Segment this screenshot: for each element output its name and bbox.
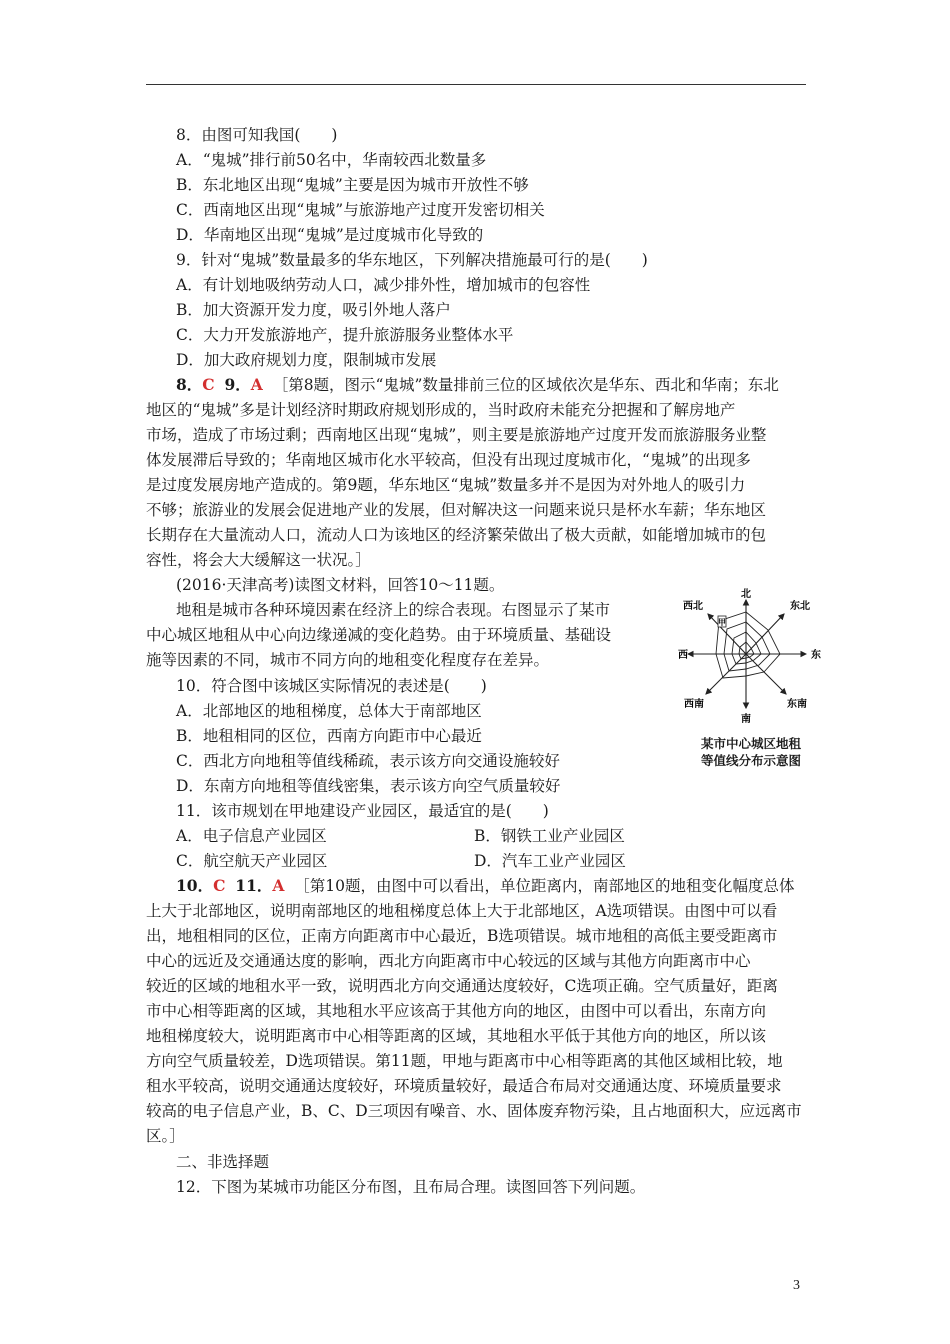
location-jia-label: 甲	[718, 618, 726, 627]
figure-caption-line2: 等值线分布示意图	[700, 753, 801, 768]
answer-8-9-line8: 容性，将会大大缓解这一状况。］	[146, 551, 371, 569]
q11-stem: 11．该市规划在甲地建设产业园区，最适宜的是( )	[176, 802, 549, 820]
q12-stem: 12．下图为某城市功能区分布图，且布局合理。读图回答下列问题。	[176, 1178, 646, 1196]
figure-caption-line1: 某市中心城区地租	[700, 736, 801, 751]
answer-10-11-line3: 出，地租相同的区位，正南方向距离市中心最近，B选项错误。城市地租的高低主要受距离市	[146, 927, 778, 945]
material-text-line1: 地租是城市各种环境因素在经济上的综合表现。右图显示了某市	[176, 601, 611, 619]
answer-8-key: C	[202, 375, 215, 394]
label-southeast: 东南	[787, 699, 807, 710]
q10-option-d: D．东南方向地租等值线密集，表示该方向空气质量较好	[176, 777, 561, 795]
axis-northeast	[746, 614, 784, 654]
label-southwest: 西南	[684, 699, 704, 710]
answer-10-11-line9: 租水平较高，说明交通通达度较好，环境质量较好，最适合布局对交通通达度、环境质量要求	[146, 1077, 782, 1095]
q10-option-a: A．北部地区的地租梯度，总体大于南部地区	[176, 702, 482, 720]
q8-option-d: D．华南地区出现“鬼城”是过度城市化导致的	[176, 226, 484, 244]
q11-option-b: B．钢铁工业产业园区	[474, 827, 625, 845]
answer-8-9-line7: 长期存在大量流动人口，流动人口为该地区的经济繁荣做出了极大贡献，如能增加城市的包	[146, 526, 767, 544]
page-number: 3	[793, 1278, 800, 1293]
q8-option-c: C．西南地区出现“鬼城”与旅游地产过度开发密切相关	[176, 201, 545, 219]
q8-option-b: B．东北地区出现“鬼城”主要是因为城市开放性不够	[176, 176, 529, 194]
q11-option-d: D．汽车工业产业园区	[474, 852, 626, 870]
answer-8-9-line2: 地区的“鬼城”多是计划经济时期政府规划形成的，当时政府未能充分把握和了解房地产	[146, 401, 736, 419]
q10-option-b: B．地租相同的区位，西南方向距市中心最近	[176, 727, 482, 745]
label-northwest: 西北	[683, 601, 703, 612]
answer-10-11-line5: 较近的区域的地租水平一致，说明西北方向交通通达度较好，C选项正确。空气质量好，距离	[146, 977, 778, 995]
land-rent-diagram	[676, 586, 826, 736]
label-west: 西	[678, 650, 688, 661]
answer-10-11-line4: 中心的远近及交通通达度的影响，西北方向距离市中心较远的区域与其他方向距离市中心	[146, 952, 751, 970]
label-north: 北	[741, 589, 751, 600]
isoline-middle-outer	[724, 622, 770, 671]
answer-10-11-line2: 上大于北部地区，说明南部地区的地租梯度总体上大于北部地区，A选项错误。由图中可以看	[146, 902, 778, 920]
answer-9-key: A	[250, 375, 263, 394]
answer-10-key: C	[213, 876, 226, 895]
answer-10-11-line1	[176, 876, 794, 896]
q9-option-b: B．加大资源开发力度，吸引外地人落户	[176, 301, 451, 319]
answer-10-11-line10: 较高的电子信息产业，B、C、D三项因有噪音、水、固体废弃物污染，且占地面积大，应远离市	[146, 1102, 802, 1120]
answer-11-key: A	[272, 876, 285, 895]
answer-10-11-text: ［第10题，由图中可以看出，单位距离内，南部地区的地租变化幅度总体	[294, 877, 795, 895]
header-rule	[146, 84, 806, 85]
q8-option-a: A．“鬼城”排行前50名中，华南较西北数量多	[176, 151, 487, 169]
answer-10-11-line6: 市中心相等距离的区域，其地租水平应该高于其他方向的地区，由图中可以看出，东南方向	[146, 1002, 767, 1020]
answer-10-11-line11: 区。］	[146, 1127, 185, 1145]
answer-8-9-line4: 体发展滞后导致的；华南地区城市化水平较高，但没有出现过度城市化，“鬼城”的出现多	[146, 451, 751, 469]
section-heading-non-choice: 二、非选择题	[176, 1153, 270, 1171]
answer-8-9-line5: 是过度发展房地产造成的。第9题，华东地区“鬼城”数量多并不是因为对外地人的吸引力	[146, 476, 746, 494]
label-east: 东	[811, 650, 821, 661]
q9-option-a: A．有计划地吸纳劳动人口，减少排外性，增加城市的包容性	[176, 276, 591, 294]
answer-8-9-line6: 不够；旅游业的发展会促进地产业的发展，但对解决这一问题来说只是杯水车薪；华东地区	[146, 501, 767, 519]
material-text-line3: 施等因素的不同，城市不同方向的地租变化程度存在差异。	[146, 651, 550, 669]
q10-stem: 10．符合图中该城区实际情况的表述是( )	[176, 677, 487, 695]
answer-8-9-line3: 市场，造成了市场过剩；西南地区出现“鬼城”，则主要是旅游地产过度开发而旅游服务业整	[146, 426, 767, 444]
q10-option-c: C．西北方向地租等值线稀疏，表示该方向交通设施较好	[176, 752, 560, 770]
answer-8-label: 8．	[176, 375, 203, 394]
answer-11-label: 11．	[235, 876, 273, 895]
answer-8-9-text: ［第8题，图示“鬼城”数量排前三位的区域依次是华东、西北和华南；东北	[272, 376, 779, 394]
figure-caption	[676, 735, 826, 769]
q9-option-c: C．大力开发旅游地产，提升旅游服务业整体水平	[176, 326, 514, 344]
answer-10-label: 10．	[176, 876, 214, 895]
q11-option-a: A．电子信息产业园区	[176, 827, 327, 845]
answer-9-label: 9．	[224, 375, 251, 394]
q11-option-c: C．航空航天产业园区	[176, 852, 328, 870]
axis-southeast	[746, 654, 786, 694]
q8-stem: 8．由图可知我国( )	[176, 126, 338, 144]
answer-10-11-line7: 地租梯度较大，说明距离市中心相等距离的区域，其地租水平低于其他方向的地区，所以该	[146, 1027, 767, 1045]
q9-option-d: D．加大政府规划力度，限制城市发展	[176, 351, 437, 369]
label-northeast: 东北	[790, 601, 810, 612]
material-text-line2: 中心城区地租从中心向边缘递减的变化趋势。由于环境质量、基础设	[146, 626, 612, 644]
answer-8-9-line1	[176, 375, 779, 395]
material-source: (2016·天津高考)读图文材料，回答10～11题。	[176, 576, 505, 594]
answer-10-11-line8: 方向空气质量较差，D选项错误。第11题，甲地与距离市中心相等距离的其他区域相比较，地	[146, 1052, 783, 1070]
label-south: 南	[741, 714, 751, 725]
q9-stem: 9．针对“鬼城”数量最多的华东地区，下列解决措施最可行的是( )	[176, 251, 648, 269]
